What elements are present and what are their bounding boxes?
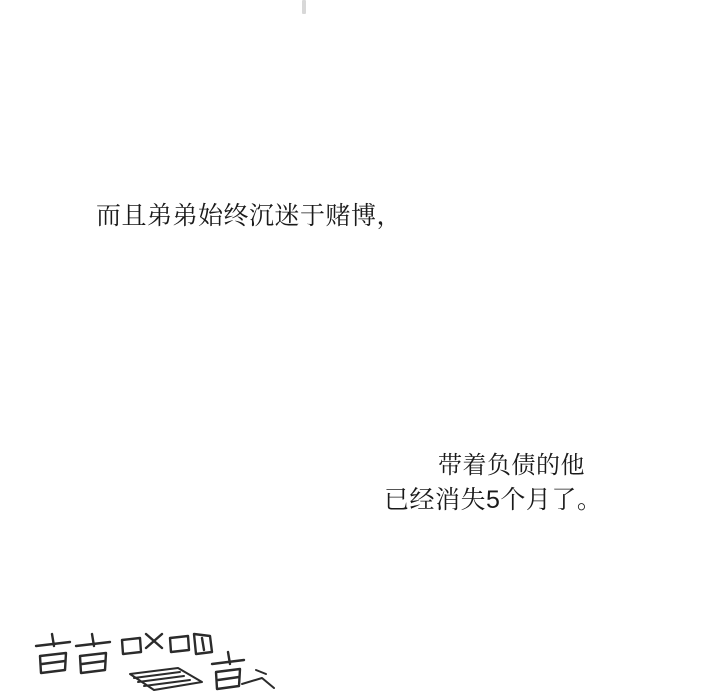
- sound-effect-artwork: [26, 612, 286, 694]
- narration-line-1: 而且弟弟始终沉迷于赌博，: [96, 202, 403, 230]
- narration-line-3: 已经消失5个月了。: [384, 486, 603, 514]
- narration-line-2: 带着负债的他: [438, 452, 585, 479]
- page-edge-mark: [302, 0, 306, 14]
